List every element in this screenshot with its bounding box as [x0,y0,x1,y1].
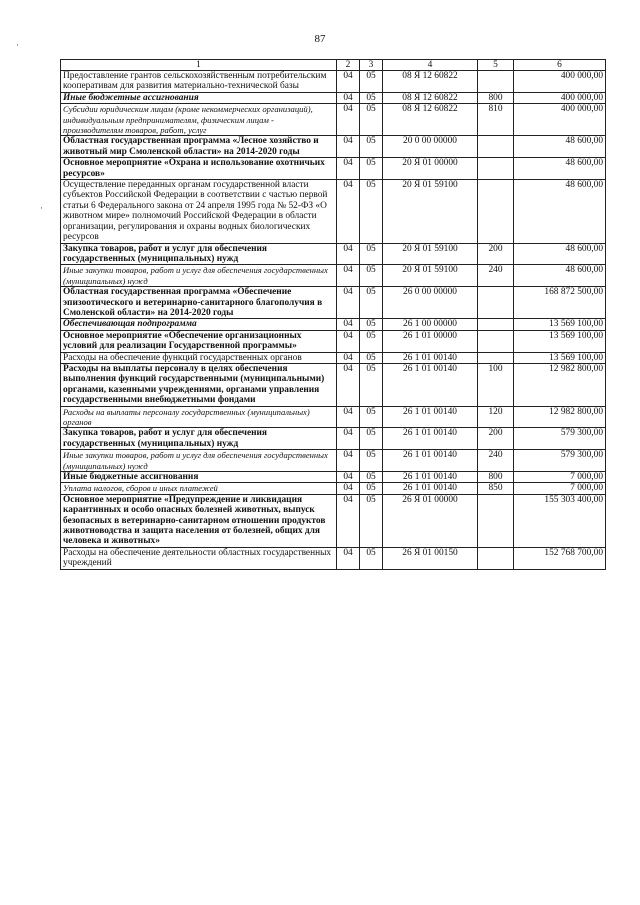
row-c2-cell: 04 [337,287,360,319]
row-c2-cell: 04 [337,363,360,406]
row-name-cell: Расходы на обеспечение деятельности областных государственных учреждений [61,547,337,569]
row-c4-cell: 08 Я 12 60822 [383,92,478,103]
table-row [61,450,606,472]
row-c6-cell: 400 000,00 [514,92,606,103]
table-row [61,352,606,363]
row-c6-cell: 48 600,00 [514,243,606,265]
row-c2-cell: 04 [337,92,360,103]
table-row [61,243,606,265]
row-c4-cell: 20 Я 01 59100 [383,180,478,243]
row-c6-cell: 48 600,00 [514,136,606,158]
scan-mark: · [16,40,19,50]
row-c4-cell: 26 Я 01 00000 [383,494,478,547]
table-row [61,483,606,494]
row-c5-cell [478,287,514,319]
row-name-cell: Обеспечивающая подпрограмма [61,319,337,330]
row-c3-cell: 05 [360,483,383,494]
row-c4-cell: 26 1 01 00140 [383,428,478,450]
row-c6-cell: 152 768 700,00 [514,547,606,569]
row-c6-cell: 579 300,00 [514,450,606,472]
table-header-row [61,60,606,71]
row-c4-cell: 26 1 00 00000 [383,319,478,330]
row-c2-cell: 04 [337,472,360,483]
row-c5-cell [478,180,514,243]
row-c6-cell: 13 569 100,00 [514,352,606,363]
row-c4-cell: 20 Я 01 00000 [383,158,478,180]
row-name-cell: Предоставление грантов сельскохозяйственным потребительским кооперативам для развития материально-технической базы [61,71,337,93]
row-c4-cell: 26 1 01 00140 [383,483,478,494]
row-c6-cell: 48 600,00 [514,180,606,243]
row-c3-cell: 05 [360,472,383,483]
table-row [61,92,606,103]
row-c5-cell [478,158,514,180]
table-row [61,287,606,319]
row-c5-cell [478,71,514,93]
row-c3-cell: 05 [360,330,383,352]
row-name-cell: Закупка товаров, работ и услуг для обеспечения государственных (муниципальных) нужд [61,428,337,450]
row-c2-cell: 04 [337,158,360,180]
row-c5-cell [478,547,514,569]
row-c3-cell: 05 [360,450,383,472]
row-c6-cell: 400 000,00 [514,104,606,136]
budget-table [60,59,606,570]
row-c6-cell: 13 569 100,00 [514,330,606,352]
row-c4-cell: 26 0 00 00000 [383,287,478,319]
row-c5-cell [478,330,514,352]
row-c3-cell: 05 [360,363,383,406]
row-c3-cell: 05 [360,136,383,158]
row-c4-cell: 20 0 00 00000 [383,136,478,158]
row-c3-cell: 05 [360,158,383,180]
row-c3-cell: 05 [360,428,383,450]
row-c2-cell: 04 [337,428,360,450]
table-row [61,428,606,450]
row-c5-cell: 800 [478,92,514,103]
row-c5-cell [478,352,514,363]
row-c6-cell: 48 600,00 [514,265,606,287]
row-name-cell: Основное мероприятие «Охрана и использование охотничьих ресурсов» [61,158,337,180]
row-c6-cell: 12 982 800,00 [514,363,606,406]
row-c2-cell: 04 [337,406,360,428]
row-c2-cell: 04 [337,180,360,243]
row-c6-cell: 7 000,00 [514,472,606,483]
row-c2-cell: 04 [337,494,360,547]
row-name-cell: Уплата налогов, сборов и иных платежей [61,483,337,494]
row-name-cell: Иные закупки товаров, работ и услуг для обеспечения государственных (муниципальных) нужд [61,450,337,472]
table-row [61,104,606,136]
row-c2-cell: 04 [337,71,360,93]
row-c5-cell [478,136,514,158]
column-header: 6 [514,60,606,71]
table-row [61,136,606,158]
row-c4-cell: 26 1 01 00140 [383,352,478,363]
row-c6-cell: 48 600,00 [514,158,606,180]
row-c4-cell: 20 Я 01 59100 [383,243,478,265]
row-c3-cell: 05 [360,494,383,547]
row-c6-cell: 579 300,00 [514,428,606,450]
row-c2-cell: 04 [337,104,360,136]
row-c3-cell: 05 [360,352,383,363]
row-c5-cell: 800 [478,472,514,483]
column-header: 3 [360,60,383,71]
row-name-cell: Субсидии юридическим лицам (кроме некоммерческих организаций), индивидуальным предпринимателям, физическим лицам - производителям товаров, работ, услуг [61,104,337,136]
row-c6-cell: 12 982 800,00 [514,406,606,428]
table-row [61,330,606,352]
row-name-cell: Основное мероприятие «Обеспечение организационных условий для реализации Государственной программы» [61,330,337,352]
row-name-cell: Расходы на обеспечение функций государственных органов [61,352,337,363]
row-c2-cell: 04 [337,330,360,352]
row-c3-cell: 05 [360,180,383,243]
row-c3-cell: 05 [360,287,383,319]
table-row [61,363,606,406]
row-c4-cell: 26 1 01 00140 [383,363,478,406]
row-name-cell: Осуществление переданных органам государственной власти субъектов Российской Федерации в соответствии с частью первой статьи 6 Федерального закона от 24 апреля 1995 года № 52-ФЗ «О животном мире» полномочий Российской Федерации в области организации, регулирования и охраны водных биологических ресурсов [61,180,337,243]
table-row [61,494,606,547]
row-name-cell: Расходы на выплаты персоналу в целях обеспечения выполнения функций государственными (муниципальными) органами, казенными учреждениями, органами управления государственными внебюджетными фондами [61,363,337,406]
row-c4-cell: 26 1 01 00000 [383,330,478,352]
row-c5-cell [478,319,514,330]
table-row [61,547,606,569]
row-c5-cell: 240 [478,450,514,472]
row-c2-cell: 04 [337,483,360,494]
table-row [61,180,606,243]
column-header: 2 [337,60,360,71]
row-c5-cell [478,494,514,547]
row-c3-cell: 05 [360,547,383,569]
table-row [61,265,606,287]
table-row [61,71,606,93]
table-row [61,472,606,483]
row-c4-cell: 26 1 01 00140 [383,450,478,472]
row-c4-cell: 26 Я 01 00150 [383,547,478,569]
row-name-cell: Областная государственная программа «Обеспечение эпизоотического и ветеринарно-санитарного благополучия в Смоленской области» на 2014-2020 годы [61,287,337,319]
column-header: 5 [478,60,514,71]
row-name-cell: Иные бюджетные ассигнования [61,472,337,483]
row-c5-cell: 100 [478,363,514,406]
row-name-cell: Иные закупки товаров, работ и услуг для обеспечения государственных (муниципальных) нужд [61,265,337,287]
row-c3-cell: 05 [360,243,383,265]
scan-mark: · [40,203,43,213]
row-c3-cell: 05 [360,406,383,428]
row-c2-cell: 04 [337,352,360,363]
row-c2-cell: 04 [337,243,360,265]
row-c5-cell: 810 [478,104,514,136]
row-name-cell: Основное мероприятие «Предупреждение и ликвидация карантинных и особо опасных болезней животных, выпуск безопасных в ветеринарно-санитарном отношении продуктов животноводства и защита населения от болезней, общих для человека и животных» [61,494,337,547]
row-c5-cell: 200 [478,243,514,265]
row-c3-cell: 05 [360,319,383,330]
row-c5-cell: 240 [478,265,514,287]
row-c6-cell: 168 872 500,00 [514,287,606,319]
column-header: 4 [383,60,478,71]
row-c4-cell: 08 Я 12 60822 [383,104,478,136]
row-c4-cell: 26 1 01 00140 [383,406,478,428]
row-c2-cell: 04 [337,319,360,330]
row-c2-cell: 04 [337,450,360,472]
row-c3-cell: 05 [360,92,383,103]
row-c6-cell: 400 000,00 [514,71,606,93]
row-name-cell: Расходы на выплаты персоналу государственных (муниципальных) органов [61,406,337,428]
row-name-cell: Областная государственная программа «Лесное хозяйство и животный мир Смоленской области» на 2014-2020 годы [61,136,337,158]
row-c5-cell: 200 [478,428,514,450]
row-c4-cell: 20 Я 01 59100 [383,265,478,287]
row-c6-cell: 7 000,00 [514,483,606,494]
row-c3-cell: 05 [360,71,383,93]
table-row [61,406,606,428]
page-number: 87 [314,33,326,45]
row-c3-cell: 05 [360,104,383,136]
row-name-cell: Закупка товаров, работ и услуг для обеспечения государственных (муниципальных) нужд [61,243,337,265]
row-c2-cell: 04 [337,136,360,158]
row-c5-cell: 850 [478,483,514,494]
row-c6-cell: 155 303 400,00 [514,494,606,547]
row-name-cell: Иные бюджетные ассигнования [61,92,337,103]
row-c4-cell: 26 1 01 00140 [383,472,478,483]
table-row [61,319,606,330]
row-c4-cell: 08 Я 12 60822 [383,71,478,93]
row-c2-cell: 04 [337,265,360,287]
row-c3-cell: 05 [360,265,383,287]
row-c5-cell: 120 [478,406,514,428]
row-c6-cell: 13 569 100,00 [514,319,606,330]
column-header: 1 [61,60,337,71]
table-row [61,158,606,180]
row-c2-cell: 04 [337,547,360,569]
